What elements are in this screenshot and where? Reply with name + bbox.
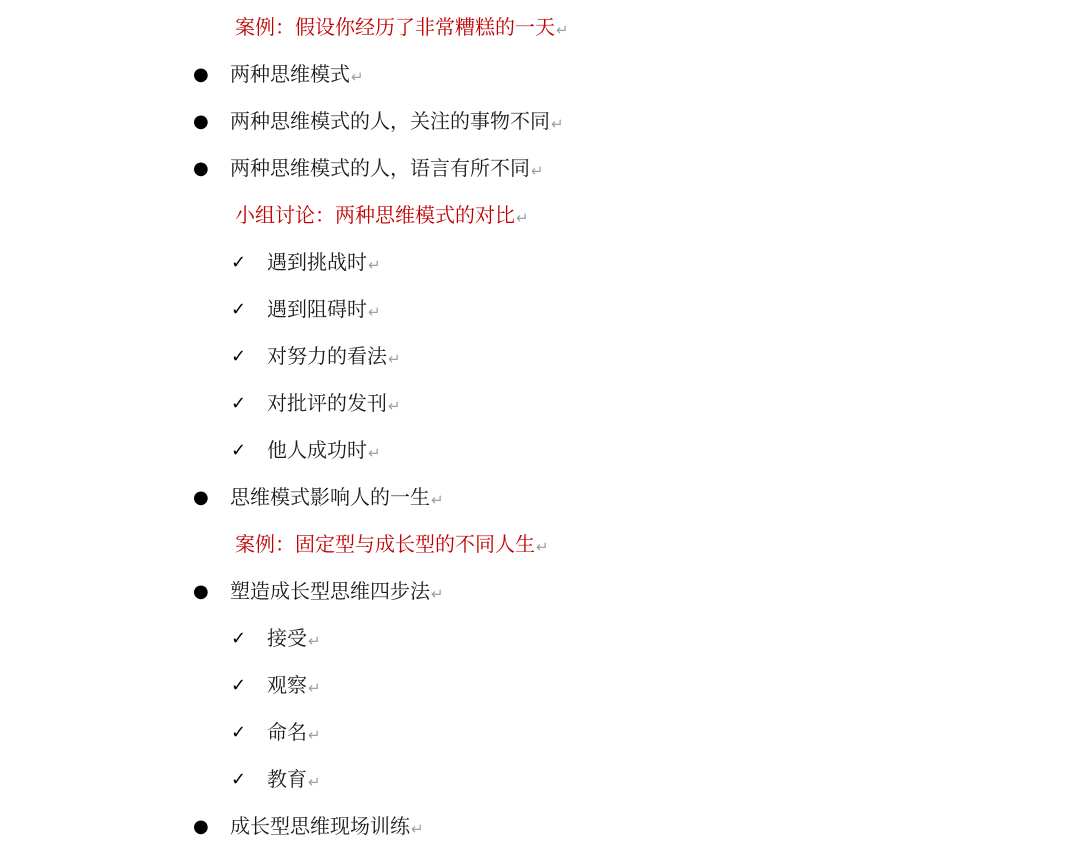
paragraph-mark-icon: ↵ (368, 256, 381, 274)
line-text: 案例：固定型与成长型的不同人生 (235, 532, 535, 556)
checkmark-icon: ✓ (231, 440, 247, 461)
paragraph-mark-icon: ↵ (551, 115, 564, 133)
paragraph-mark-icon: ↵ (308, 679, 321, 697)
bullet-icon: ● (193, 816, 209, 837)
check-item (0, 756, 1066, 803)
checkmark-icon: ✓ (231, 252, 247, 273)
bullet-icon: ● (193, 487, 209, 508)
line-text: 对努力的看法 (267, 344, 387, 368)
paragraph-mark-icon: ↵ (368, 303, 381, 321)
line-text: 小组讨论：两种思维模式的对比 (235, 203, 515, 227)
checkmark-icon: ✓ (231, 628, 247, 649)
bullet-icon: ● (193, 581, 209, 602)
bullet-item (0, 98, 1066, 145)
bullet-item (0, 145, 1066, 192)
line-text: 对批评的发刊 (267, 391, 387, 415)
paragraph-mark-icon: ↵ (556, 21, 569, 39)
checkmark-icon: ✓ (231, 299, 247, 320)
line-text: 他人成功时 (267, 438, 367, 462)
check-item (0, 333, 1066, 380)
case-heading (0, 521, 1066, 568)
check-item (0, 239, 1066, 286)
line-text: 遇到挑战时 (267, 250, 367, 274)
line-text: 教育 (267, 767, 307, 791)
check-item (0, 427, 1066, 474)
checkmark-icon: ✓ (231, 769, 247, 790)
paragraph-mark-icon: ↵ (308, 632, 321, 650)
paragraph-mark-icon: ↵ (411, 820, 424, 838)
line-text: 接受 (267, 626, 307, 650)
paragraph-mark-icon: ↵ (431, 491, 444, 509)
paragraph-mark-icon: ↵ (388, 350, 401, 368)
paragraph-mark-icon: ↵ (431, 585, 444, 603)
bullet-item (0, 568, 1066, 615)
case-heading (0, 4, 1066, 51)
bullet-item (0, 474, 1066, 521)
checkmark-icon: ✓ (231, 393, 247, 414)
bullet-icon: ● (193, 158, 209, 179)
bullet-item (0, 51, 1066, 98)
discussion-heading (0, 192, 1066, 239)
line-text: 思维模式影响人的一生 (230, 485, 430, 509)
line-text: 两种思维模式的人，语言有所不同 (230, 156, 530, 180)
line-text: 两种思维模式的人，关注的事物不同 (230, 109, 550, 133)
paragraph-mark-icon: ↵ (351, 68, 364, 86)
line-text: 案例：假设你经历了非常糟糕的一天 (235, 15, 555, 39)
check-item (0, 662, 1066, 709)
check-item (0, 380, 1066, 427)
checkmark-icon: ✓ (231, 722, 247, 743)
line-text: 观察 (267, 673, 307, 697)
document-body (0, 4, 1066, 850)
checkmark-icon: ✓ (231, 346, 247, 367)
bullet-item (0, 803, 1066, 850)
bullet-icon: ● (193, 111, 209, 132)
check-item (0, 615, 1066, 662)
paragraph-mark-icon: ↵ (308, 773, 321, 791)
check-item (0, 709, 1066, 756)
paragraph-mark-icon: ↵ (368, 444, 381, 462)
line-text: 两种思维模式 (230, 62, 350, 86)
paragraph-mark-icon: ↵ (308, 726, 321, 744)
line-text: 塑造成长型思维四步法 (230, 579, 430, 603)
line-text: 遇到阻碍时 (267, 297, 367, 321)
paragraph-mark-icon: ↵ (388, 397, 401, 415)
line-text: 命名 (267, 720, 307, 744)
line-text: 成长型思维现场训练 (230, 814, 410, 838)
checkmark-icon: ✓ (231, 675, 247, 696)
paragraph-mark-icon: ↵ (516, 209, 529, 227)
bullet-icon: ● (193, 64, 209, 85)
paragraph-mark-icon: ↵ (536, 538, 549, 556)
paragraph-mark-icon: ↵ (531, 162, 544, 180)
check-item (0, 286, 1066, 333)
